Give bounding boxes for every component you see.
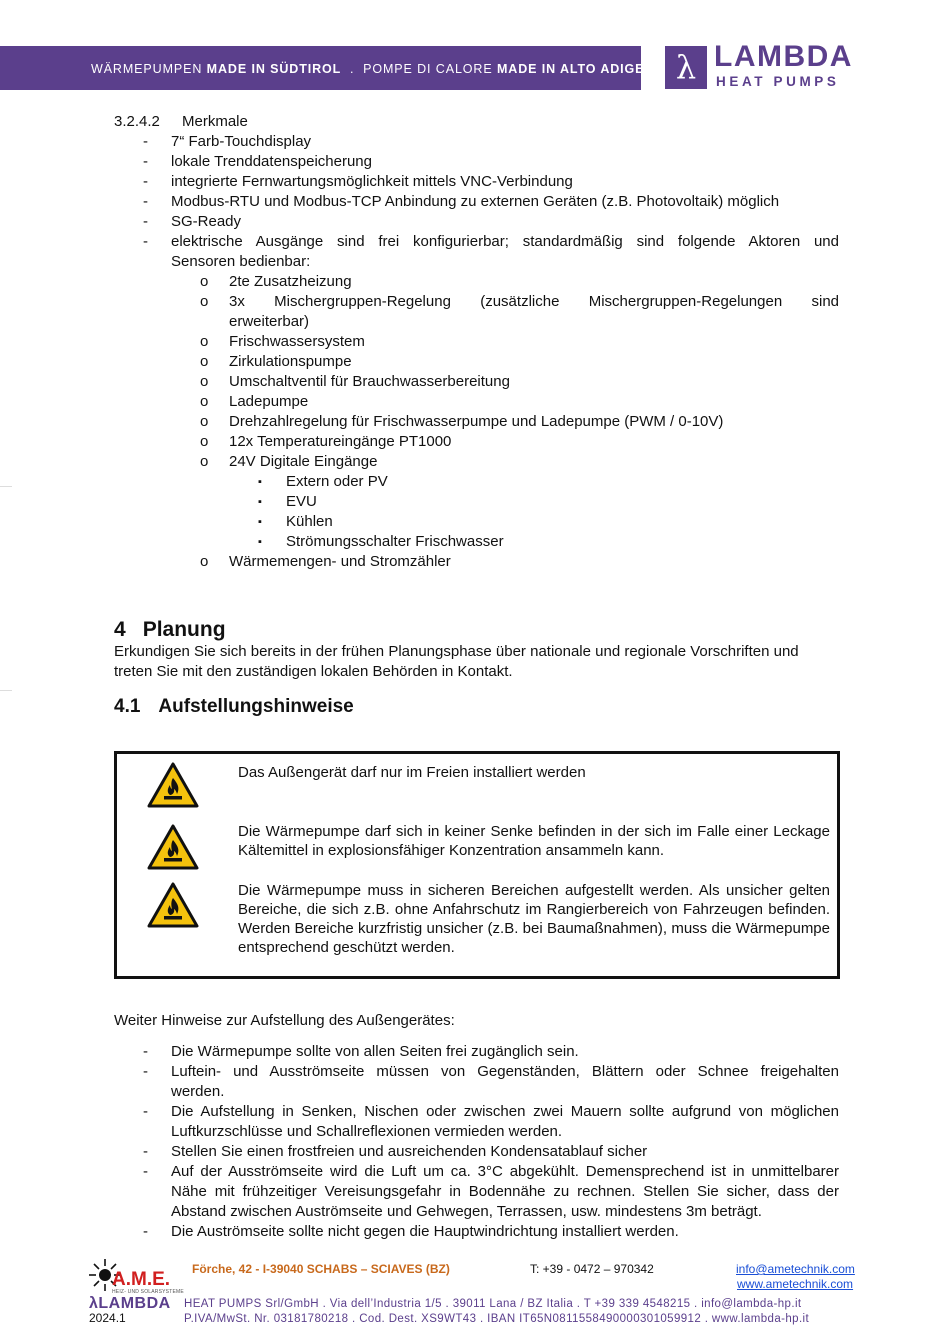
sub-item: Drehzahlregelung für Frischwasserpumpe und Ladepumpe (PWM / 0-10V) bbox=[229, 413, 724, 430]
sub-item: Frischwassersystem bbox=[229, 333, 365, 350]
lambda-footer-logo: λLAMBDA bbox=[89, 1295, 171, 1312]
bullet-circle: o bbox=[200, 453, 209, 470]
ame-email-link[interactable]: info@ametechnik.com bbox=[736, 1262, 855, 1276]
ame-web-link[interactable]: www.ametechnik.com bbox=[737, 1277, 854, 1291]
bullet-circle: o bbox=[200, 393, 209, 410]
warning-text: Die Wärmepumpe darf sich in keiner Senke befinden in der sich im Falle einer Leckage Kältemittel in explosionsfähiger Konzentration ansammeln kann. bbox=[238, 823, 830, 859]
lambda-footer-line2: P.IVA/MwSt. Nr. 03181780218 . Cod. Dest. XS9WT43 . IBAN IT65N0811558490000301059912 . www.lambda-hp.it bbox=[184, 1313, 810, 1325]
bullet-circle: o bbox=[200, 433, 209, 450]
banner-bold1: MADE IN SÜDTIROL bbox=[206, 62, 342, 76]
list-item: Die Wärmepumpe sollte von allen Seiten frei zugänglich sein. bbox=[171, 1043, 579, 1060]
heading-number: 4 bbox=[114, 618, 126, 641]
bullet-dash: - bbox=[143, 193, 148, 210]
version-label: 2024.1 bbox=[89, 1311, 126, 1325]
bullet-dash: - bbox=[143, 1063, 148, 1080]
lambda-logo-sub: HEAT PUMPS bbox=[716, 74, 840, 89]
heading-aufstellungshinweise bbox=[114, 696, 354, 718]
list-item: lokale Trenddatenspeicherung bbox=[171, 153, 372, 170]
warning-text: Das Außengerät darf nur im Freien installiert werden bbox=[238, 764, 586, 781]
bullet-square: ▪ bbox=[258, 536, 262, 548]
bullet-circle: o bbox=[200, 273, 209, 290]
margin-mark bbox=[0, 690, 12, 691]
sub-sub-item: Strömungsschalter Frischwasser bbox=[286, 533, 504, 550]
bullet-dash: - bbox=[143, 173, 148, 190]
ame-logo-text: A.M.E. bbox=[112, 1269, 171, 1290]
banner-bold2: MADE IN ALTO ADIGE bbox=[496, 62, 645, 76]
list-item: elektrische Ausgänge sind frei konfigurierbar; standardmäßig sind folgende Aktoren und bbox=[171, 233, 839, 250]
flammable-warning-icon bbox=[147, 762, 199, 808]
sub-item: 24V Digitale Eingänge bbox=[229, 453, 378, 470]
list-item: Auf der Ausströmseite wird die Luft um ca. 3°C abgekühlt. Demensprechend ist in unmittelbarer bbox=[171, 1163, 839, 1180]
list-item: 7“ Farb-Touchdisplay bbox=[171, 133, 312, 150]
lambda-footer-line1: HEAT PUMPS Srl/GmbH . Via dell’Industria 1/5 . 39011 Lana / BZ Italia . T +39 339 4548215 . info@lambda-hp.it bbox=[184, 1298, 802, 1310]
list-item-continued: Nähe mit frühzeitiger Vereisungsgefahr in Bodennähe zu rechnen. Stellen Sie sicher, dass der bbox=[171, 1183, 839, 1200]
header-banner bbox=[0, 46, 645, 90]
bullet-square: ▪ bbox=[258, 496, 262, 508]
heading-title: Planung bbox=[142, 618, 226, 641]
sub-sub-item: Kühlen bbox=[286, 513, 333, 530]
sub-item: Wärmemengen- und Stromzähler bbox=[229, 553, 451, 570]
sub-sub-item: Extern oder PV bbox=[286, 473, 388, 490]
bullet-square: ▪ bbox=[258, 516, 262, 528]
bullet-dash: - bbox=[143, 233, 148, 250]
bullet-circle: o bbox=[200, 373, 209, 390]
banner-part1: WÄRMEPUMPEN bbox=[91, 62, 207, 76]
ame-address: Förche, 42 - I-39040 SCHABS – SCIAVES (BZ) bbox=[192, 1262, 450, 1276]
banner-text bbox=[91, 46, 644, 90]
bullet-circle: o bbox=[200, 353, 209, 370]
bullet-dash: - bbox=[143, 153, 148, 170]
flammable-warning-icon bbox=[147, 824, 199, 870]
bullet-dash: - bbox=[143, 1223, 148, 1240]
bullet-dash: - bbox=[143, 213, 148, 230]
bullet-circle: o bbox=[200, 293, 209, 310]
margin-mark bbox=[0, 486, 12, 487]
bullet-circle: o bbox=[200, 413, 209, 430]
list-item: integrierte Fernwartungsmöglichkeit mittels VNC-Verbindung bbox=[171, 173, 573, 190]
sub-item: Ladepumpe bbox=[229, 393, 309, 410]
paragraph-line: Erkundigen Sie sich bereits in der frühen Planungsphase über nationale und regionale Vorschriften und bbox=[114, 643, 799, 660]
warning-box bbox=[114, 751, 840, 979]
bullet-circle: o bbox=[200, 553, 209, 570]
warning-text: Die Wärmepumpe muss in sicheren Bereichen aufgestellt werden. Als unsicher gelten Bereiche, die sich z.B. ohne Anfahrschutz im Rangierbereich von Fahrzeugen befinden. Werden Bereiche kurzfristig unsicher (z.B. bei Baumaßnahmen), muss die Wärmepumpe entsprechend geschützt werden. bbox=[238, 882, 830, 956]
banner-sep: . POMPE DI CALORE bbox=[341, 62, 497, 76]
bullet-dash: - bbox=[143, 1103, 148, 1120]
ame-logo-sub: HEIZ- UND SOLARSYSTEME bbox=[112, 1289, 184, 1295]
list-item: Die Aufstellung in Senken, Nischen oder zwischen zwei Mauern sollte aufgrund von möglichen bbox=[171, 1103, 839, 1120]
heading-title: Aufstellungshinweise bbox=[158, 696, 354, 717]
heading-number: 4.1 bbox=[114, 696, 141, 717]
list-item-continued: Abstand zwischen Auströmseite und Gehwegen, Terrassen, usw. mindestens 3m beträgt. bbox=[171, 1203, 762, 1220]
bullet-dash: - bbox=[143, 1163, 148, 1180]
list-item: Modbus-RTU und Modbus-TCP Anbindung zu externen Geräten (z.B. Photovoltaik) möglich bbox=[171, 193, 780, 210]
ame-phone: T: +39 - 0472 – 970342 bbox=[530, 1262, 654, 1276]
bullet-dash: - bbox=[143, 133, 148, 150]
list-item-continued: Luftkurzschlüsse und Schallreflexionen vermieden werden. bbox=[171, 1123, 563, 1140]
lambda-logo-symbol: λ bbox=[665, 46, 707, 89]
list-item-continued: werden. bbox=[171, 1083, 225, 1100]
list-item-continued: Sensoren bedienbar: bbox=[171, 253, 311, 270]
sub-item-continued: erweiterbar) bbox=[229, 313, 310, 330]
list-item: Stellen Sie einen frostfreien und ausreichenden Kondensatablauf sicher bbox=[171, 1143, 648, 1160]
sub-item: 2te Zusatzheizung bbox=[229, 273, 352, 290]
list-item: Die Auströmseite sollte nicht gegen die Hauptwindrichtung installiert werden. bbox=[171, 1223, 679, 1240]
sub-item: 3x Mischergruppen-Regelung (zusätzliche Mischergruppen-Regelungen sind bbox=[229, 293, 839, 310]
section-number: 3.2.4.2 bbox=[114, 113, 160, 130]
bullet-circle: o bbox=[200, 333, 209, 350]
sub-sub-item: EVU bbox=[286, 493, 317, 510]
flammable-warning-icon bbox=[147, 882, 199, 928]
bullet-dash: - bbox=[143, 1043, 148, 1060]
heading-planung bbox=[114, 618, 226, 642]
bullet-square: ▪ bbox=[258, 476, 262, 488]
bullet-dash: - bbox=[143, 1143, 148, 1160]
section-title: Merkmale bbox=[182, 113, 248, 130]
further-intro: Weiter Hinweise zur Aufstellung des Außengerätes: bbox=[114, 1012, 455, 1029]
list-item: Luftein- und Ausströmseite müssen von Gegenständen, Blättern oder Schnee freigehalten bbox=[171, 1063, 839, 1080]
sub-item: Umschaltventil für Brauchwasserbereitung bbox=[229, 373, 510, 390]
list-item: SG-Ready bbox=[171, 213, 242, 230]
paragraph-line: treten Sie mit den zuständigen lokalen Behörden in Kontakt. bbox=[114, 663, 513, 680]
sub-item: 12x Temperatureingänge PT1000 bbox=[229, 433, 452, 450]
sub-item: Zirkulationspumpe bbox=[229, 353, 352, 370]
lambda-logo-word: LAMBDA bbox=[714, 40, 853, 73]
